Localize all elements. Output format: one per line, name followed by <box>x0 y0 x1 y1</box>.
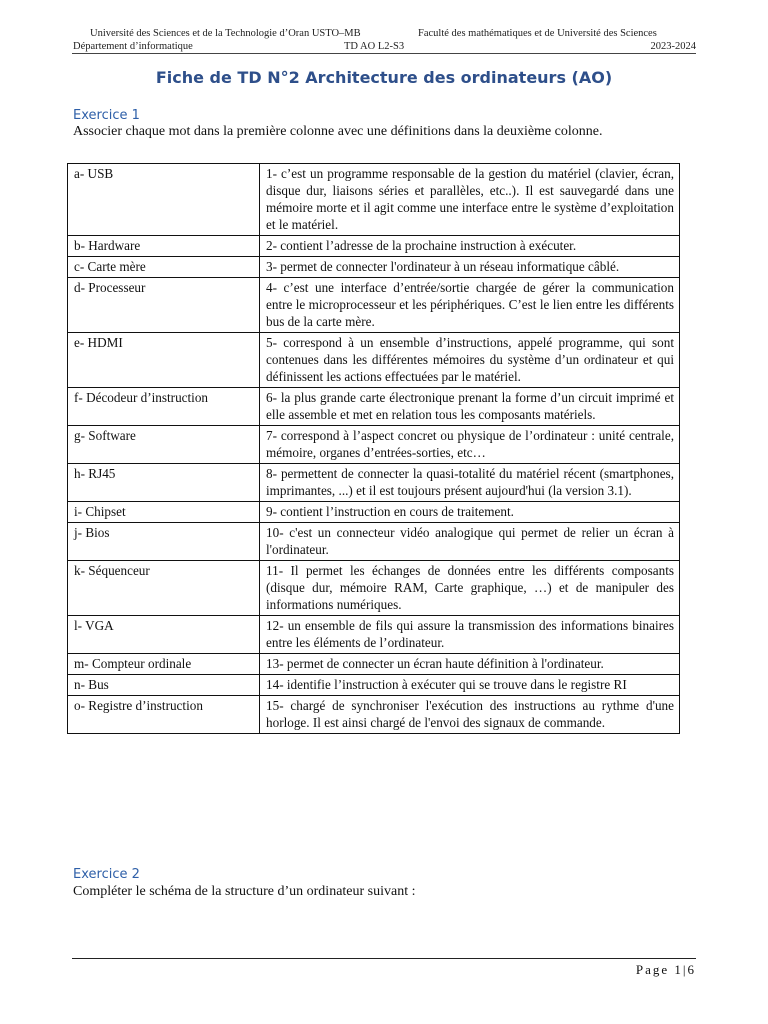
table-row <box>68 426 680 464</box>
header-divider <box>72 53 696 54</box>
definition-cell: 3- permet de connecter l'ordinateur à un réseau informatique câblé. <box>260 257 680 278</box>
page-title: Fiche de TD N°2 Architecture des ordinateurs (AO) <box>155 68 613 87</box>
exercise-1-instruction: Associer chaque mot dans la première colonne avec une définitions dans la deuxième colonne. <box>73 124 603 139</box>
header-year: 2023-2024 <box>650 41 696 52</box>
header-course: TD AO L2-S3 <box>344 41 405 52</box>
table-row <box>68 616 680 654</box>
table-row <box>68 696 680 734</box>
term-cell: f- Décodeur d’instruction <box>68 388 260 426</box>
term-cell: h- RJ45 <box>68 464 260 502</box>
table-row <box>68 464 680 502</box>
header-faculty: Faculté des mathématiques et de Université des Sciences <box>418 28 657 39</box>
term-cell: g- Software <box>68 426 260 464</box>
term-cell: e- HDMI <box>68 333 260 388</box>
table-row <box>68 654 680 675</box>
term-cell: d- Processeur <box>68 278 260 333</box>
definition-cell: 15- chargé de synchroniser l'exécution des instructions au rythme d'une horloge. Il est ainsi chargé de l'envoi des signaux de commande. <box>260 696 680 734</box>
term-cell: a- USB <box>68 164 260 236</box>
footer-divider <box>72 958 696 959</box>
definition-cell: 12- un ensemble de fils qui assure la transmission des informations binaires entre les éléments de l’ordinateur. <box>260 616 680 654</box>
association-table-body <box>68 164 680 734</box>
definition-cell: 1- c’est un programme responsable de la gestion du matériel (clavier, écran, disque dur, liaisons séries et parallèles, etc..). Il est sauvegardé dans une mémoire morte et il agit comme une interface entre le système d’exploitation et le matériel. <box>260 164 680 236</box>
definition-cell: 11- Il permet les échanges de données entre les différents composants (disque dur, mémoire RAM, Carte graphique, …) et de manipuler des informations numériques. <box>260 561 680 616</box>
table-row <box>68 278 680 333</box>
header-university: Université des Sciences et de la Technologie d’Oran USTO–MB <box>90 28 361 39</box>
term-cell: b- Hardware <box>68 236 260 257</box>
exercise-2-heading: Exercice 2 <box>73 867 140 882</box>
definition-cell: 7- correspond à l’aspect concret ou physique de l’ordinateur : unité centrale, mémoire, organes d’entrées-sorties, etc… <box>260 426 680 464</box>
header-department: Département d’informatique <box>73 41 193 52</box>
table-row <box>68 333 680 388</box>
definition-cell: 5- correspond à un ensemble d’instructions, appelé programme, qui sont contenues dans les différentes mémoires du système d’un ordinateur et qui définissent les actions effectuées par le matériel. <box>260 333 680 388</box>
term-cell: k- Séquenceur <box>68 561 260 616</box>
definition-cell: 9- contient l’instruction en cours de traitement. <box>260 502 680 523</box>
exercise-2-instruction: Compléter le schéma de la structure d’un ordinateur suivant : <box>73 884 416 899</box>
definition-cell: 8- permettent de connecter la quasi-totalité du matériel récent (smartphones, imprimantes, ...) et il est toujours présent aujourd'hui (la version 3.1). <box>260 464 680 502</box>
table-row <box>68 236 680 257</box>
definition-cell: 4- c’est une interface d’entrée/sortie chargée de gérer la communication entre le microprocesseur et les périphériques. C’est le lien entre les différents bus de la carte mère. <box>260 278 680 333</box>
definition-cell: 13- permet de connecter un écran haute définition à l'ordinateur. <box>260 654 680 675</box>
term-cell: i- Chipset <box>68 502 260 523</box>
definition-cell: 14- identifie l’instruction à exécuter qui se trouve dans le registre RI <box>260 675 680 696</box>
term-cell: m- Compteur ordinale <box>68 654 260 675</box>
table-row <box>68 164 680 236</box>
table-row <box>68 675 680 696</box>
definition-cell: 10- c'est un connecteur vidéo analogique qui permet de relier un écran à l'ordinateur. <box>260 523 680 561</box>
table-row <box>68 561 680 616</box>
term-cell: o- Registre d’instruction <box>68 696 260 734</box>
page-number: Page 1|6 <box>635 962 696 977</box>
definition-cell: 2- contient l’adresse de la prochaine instruction à exécuter. <box>260 236 680 257</box>
term-cell: n- Bus <box>68 675 260 696</box>
term-cell: j- Bios <box>68 523 260 561</box>
association-table <box>67 163 680 734</box>
table-row <box>68 523 680 561</box>
table-row <box>68 257 680 278</box>
exercise-1-heading: Exercice 1 <box>73 108 140 123</box>
table-row <box>68 388 680 426</box>
term-cell: c- Carte mère <box>68 257 260 278</box>
definition-cell: 6- la plus grande carte électronique prenant la forme d’un circuit imprimé et elle assemble et met en relation tous les composants matériels. <box>260 388 680 426</box>
term-cell: l- VGA <box>68 616 260 654</box>
table-row <box>68 502 680 523</box>
